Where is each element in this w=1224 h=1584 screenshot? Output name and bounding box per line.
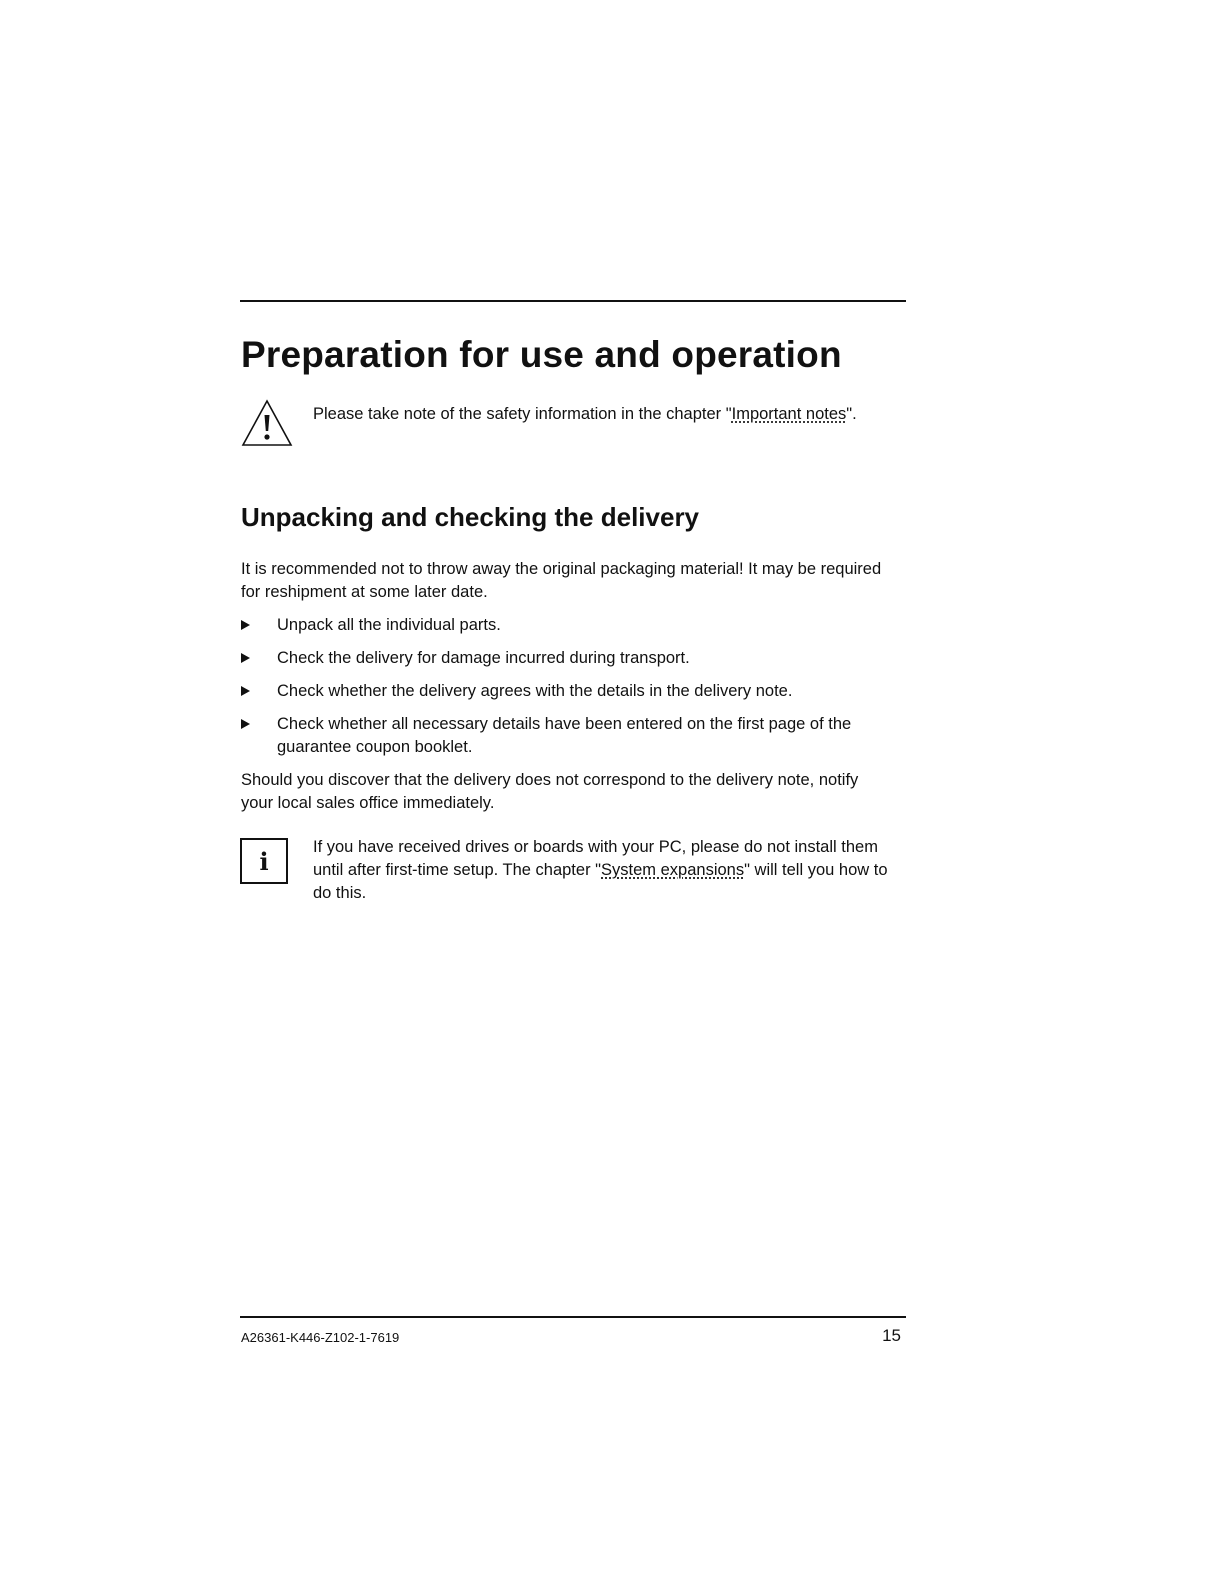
document-code: A26361-K446-Z102-1-7619 — [241, 1330, 400, 1345]
intro-paragraph: It is recommended not to throw away the original packaging material! It may be required for reshipment at some later date. — [241, 560, 882, 601]
safety-note — [313, 403, 873, 426]
warning-triangle-icon — [240, 398, 294, 448]
safety-note-text: Please take note of the safety information in the chapter " — [313, 405, 732, 423]
step-list — [241, 614, 901, 769]
section-title: Unpacking and checking the delivery — [241, 502, 700, 532]
step-text: Check whether all necessary details have been entered on the first page of the guarantee coupon booklet. — [277, 715, 852, 756]
bottom-divider — [240, 1316, 906, 1318]
list-item — [241, 713, 901, 759]
info-note-text: If you have received drives or boards with your PC, please do not install them until after first-time setup. The chapter " — [313, 838, 878, 879]
page-number: 15 — [882, 1326, 901, 1345]
arrow-bullet-icon — [241, 620, 250, 630]
arrow-bullet-icon — [241, 653, 250, 663]
list-item — [241, 614, 901, 637]
arrow-bullet-icon — [241, 719, 250, 729]
list-item — [241, 680, 901, 703]
system-expansions-link[interactable]: System expansions — [601, 861, 745, 879]
info-note — [313, 836, 898, 905]
list-item — [241, 647, 901, 670]
info-icon: i — [240, 838, 288, 884]
arrow-bullet-icon — [241, 686, 250, 696]
step-text: Unpack all the individual parts. — [277, 616, 501, 634]
closing-paragraph: Should you discover that the delivery does not correspond to the delivery note, notify your local sales office immediately. — [241, 771, 859, 812]
page-title: Preparation for use and operation — [241, 334, 842, 375]
step-text: Check the delivery for damage incurred during transport. — [277, 649, 690, 667]
important-notes-link[interactable]: Important notes — [731, 405, 847, 423]
step-text: Check whether the delivery agrees with the details in the delivery note. — [277, 682, 793, 700]
safety-note-text-end: ". — [846, 405, 857, 423]
info-note-text-end: " will tell you how to do this. — [313, 861, 888, 902]
top-divider — [240, 300, 906, 302]
